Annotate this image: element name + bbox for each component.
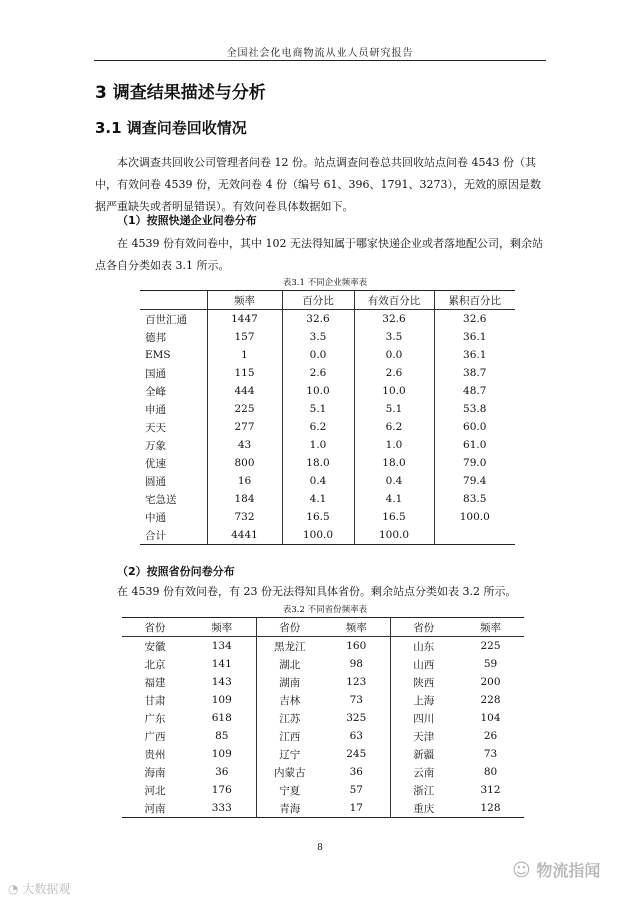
table1-company-cell: 德邦 bbox=[140, 328, 207, 346]
table1-row bbox=[140, 346, 515, 364]
table2-frequency-cell: 325 bbox=[346, 712, 367, 724]
table1-row bbox=[140, 418, 515, 436]
table1-company-cell: 圆通 bbox=[140, 472, 207, 490]
table2-row bbox=[122, 637, 524, 656]
table1-value-cell: 100.0 bbox=[354, 526, 434, 545]
table2-province-cell: 甘肃 bbox=[144, 694, 166, 707]
table1-row bbox=[140, 526, 515, 545]
table2-row bbox=[122, 709, 524, 727]
table1-value-cell: 18.0 bbox=[354, 454, 434, 472]
table1-value-cell: 36.1 bbox=[434, 328, 515, 346]
table1-value-cell: 115 bbox=[207, 364, 282, 382]
table2-province-cell: 新疆 bbox=[390, 745, 457, 763]
table2-frequency-cell: 36 bbox=[349, 766, 363, 778]
table2-province-cell: 天津 bbox=[390, 727, 457, 745]
table2-header-cell: 频率 bbox=[457, 618, 524, 637]
table2-frequency-cell: 618 bbox=[211, 712, 232, 724]
table1-value-cell: 2.6 bbox=[282, 364, 354, 382]
table1-value-cell: 1447 bbox=[207, 310, 282, 329]
table2-province-cell: 安徽 bbox=[144, 640, 166, 653]
table2-frequency-cell: 73 bbox=[483, 748, 498, 760]
table1-value-cell: 100.0 bbox=[282, 526, 354, 545]
table1-value-cell: 4.1 bbox=[354, 490, 434, 508]
table1-value-cell: 2.6 bbox=[354, 364, 434, 382]
table2-province-cell: 河南 bbox=[144, 802, 166, 815]
table2-frequency-cell: 57 bbox=[349, 784, 363, 796]
table2-row bbox=[122, 655, 524, 673]
table1-header-cell bbox=[140, 291, 207, 310]
table2-frequency-cell: 160 bbox=[346, 640, 367, 652]
watermark-left-text: 大数据观 bbox=[22, 882, 71, 896]
table1-value-cell: 1 bbox=[207, 346, 282, 364]
table1-header-cell: 频率 bbox=[207, 291, 282, 310]
sub2-paragraph: 在 4539 份有效问卷，有 23 份无法得知具体省份。剩余站点分类如表 3.2 所示。 bbox=[117, 585, 517, 598]
table1-value-cell: 79.4 bbox=[434, 472, 515, 490]
table1-value-cell: 16.5 bbox=[354, 508, 434, 526]
table2-frequency-cell: 85 bbox=[215, 730, 229, 742]
table2-province-cell: 福建 bbox=[144, 676, 166, 689]
table2-province-cell: 江苏 bbox=[256, 709, 323, 727]
table1-company-cell: 合计 bbox=[140, 526, 207, 545]
table1-header-cell: 百分比 bbox=[282, 291, 354, 310]
table1-company-cell: 国通 bbox=[140, 364, 207, 382]
section-title: 3 调查结果描述与分析 bbox=[95, 83, 266, 103]
table2-frequency-cell: 59 bbox=[483, 658, 498, 670]
table2-province-cell: 浙江 bbox=[390, 781, 457, 799]
table-company-frequency bbox=[140, 290, 515, 545]
table1-value-cell: 732 bbox=[207, 508, 282, 526]
table2-frequency-cell: 73 bbox=[349, 694, 363, 706]
subsection-title: 3.1 调查问卷回收情况 bbox=[95, 119, 247, 137]
table1-value-cell: 184 bbox=[207, 490, 282, 508]
table1-value-cell: 32.6 bbox=[354, 310, 434, 329]
table2-frequency-cell: 104 bbox=[480, 712, 501, 724]
table2-province-cell: 湖北 bbox=[256, 655, 323, 673]
sub1-title: （1）按照快递企业问卷分布 bbox=[117, 214, 257, 227]
table1-header-cell: 累积百分比 bbox=[434, 291, 515, 310]
table2-province-cell: 贵州 bbox=[144, 748, 166, 761]
table1-value-cell: 3.5 bbox=[354, 328, 434, 346]
table2-row bbox=[122, 799, 524, 818]
table1-value-cell: 16.5 bbox=[282, 508, 354, 526]
table1-value-cell: 6.2 bbox=[354, 418, 434, 436]
table2-province-cell: 青海 bbox=[256, 799, 323, 818]
table2-header-cell: 省份 bbox=[390, 618, 457, 637]
table2-frequency-cell: 225 bbox=[480, 640, 501, 652]
table1-company-cell: 百世汇通 bbox=[140, 310, 207, 329]
table1-value-cell: 61.0 bbox=[434, 436, 515, 454]
table2-province-cell: 上海 bbox=[390, 691, 457, 709]
page-number: 8 bbox=[317, 843, 323, 853]
table2-frequency-cell: 17 bbox=[349, 802, 363, 814]
watermark-right bbox=[512, 858, 600, 881]
table2-frequency-cell: 80 bbox=[483, 766, 498, 778]
table1-row bbox=[140, 364, 515, 382]
table2-row bbox=[122, 745, 524, 763]
table1-company-cell: EMS bbox=[140, 346, 207, 364]
table2-province-cell: 海南 bbox=[144, 766, 166, 779]
table2-frequency-cell: 134 bbox=[211, 640, 232, 652]
table1-value-cell: 0.0 bbox=[354, 346, 434, 364]
table2-frequency-cell: 312 bbox=[480, 784, 501, 796]
table2-frequency-cell: 109 bbox=[211, 694, 232, 706]
table1-header-row bbox=[140, 291, 515, 310]
table1-value-cell: 3.5 bbox=[282, 328, 354, 346]
table2-province-cell: 陕西 bbox=[390, 673, 457, 691]
table1-value-cell: 0.0 bbox=[282, 346, 354, 364]
table1-value-cell: 10.0 bbox=[354, 382, 434, 400]
table1-value-cell: 36.1 bbox=[434, 346, 515, 364]
table2-frequency-cell: 26 bbox=[483, 730, 498, 742]
table2-province-cell: 吉林 bbox=[256, 691, 323, 709]
intro-paragraph: 本次调查共回收公司管理者问卷 12 份。站点调查问卷总共回收站点问卷 4543 份（其中，有效问卷 4539 份，无效问卷 4 份（编号 61、396、1791、3273），无效的原因是数据严重缺失或者明显错误）。有效问卷具体数据如下。 bbox=[95, 156, 541, 213]
table1-value-cell: 5.1 bbox=[282, 400, 354, 418]
table1-value-cell: 100.0 bbox=[434, 508, 515, 526]
table2-frequency-cell: 143 bbox=[211, 676, 232, 688]
table1-value-cell: 0.4 bbox=[282, 472, 354, 490]
table2-caption: 表3.2 不同省份频率表 bbox=[282, 605, 368, 615]
table2-province-cell: 山东 bbox=[390, 637, 457, 656]
table2-row bbox=[122, 781, 524, 799]
table2-row bbox=[122, 691, 524, 709]
table2-header-cell: 省份 bbox=[256, 618, 323, 637]
table2-frequency-cell: 36 bbox=[215, 766, 229, 778]
table2-frequency-cell: 128 bbox=[480, 802, 501, 814]
weibo-icon: ◔ bbox=[8, 882, 19, 896]
table2-province-cell: 北京 bbox=[144, 658, 166, 671]
table2-frequency-cell: 245 bbox=[346, 748, 367, 760]
table1-value-cell: 38.7 bbox=[434, 364, 515, 382]
sub2-title: （2）按照省份问卷分布 bbox=[117, 565, 235, 578]
table1-value-cell: 277 bbox=[207, 418, 282, 436]
table1-row bbox=[140, 472, 515, 490]
table1-value-cell: 43 bbox=[207, 436, 282, 454]
table1-value-cell: 4441 bbox=[207, 526, 282, 545]
table1-company-cell: 优速 bbox=[140, 454, 207, 472]
table2-province-cell: 湖南 bbox=[256, 673, 323, 691]
table2-frequency-cell: 98 bbox=[349, 658, 363, 670]
table2-province-cell: 重庆 bbox=[390, 799, 457, 818]
table1-row bbox=[140, 436, 515, 454]
table2-province-cell: 云南 bbox=[390, 763, 457, 781]
table2-province-cell: 山西 bbox=[390, 655, 457, 673]
table1-company-cell: 天天 bbox=[140, 418, 207, 436]
table1-row bbox=[140, 454, 515, 472]
table1-value-cell: 48.7 bbox=[434, 382, 515, 400]
table1-value-cell: 5.1 bbox=[354, 400, 434, 418]
table1-company-cell: 中通 bbox=[140, 508, 207, 526]
table1-company-cell: 申通 bbox=[140, 400, 207, 418]
table1-row bbox=[140, 490, 515, 508]
table2-header-cell: 频率 bbox=[188, 618, 256, 637]
table2-province-cell: 黑龙江 bbox=[256, 637, 323, 656]
table1-value-cell: 157 bbox=[207, 328, 282, 346]
running-header: 全国社会化电商物流从业人员研究报告 bbox=[226, 48, 414, 59]
table1-header-cell: 有效百分比 bbox=[354, 291, 434, 310]
table1-row bbox=[140, 328, 515, 346]
table2-province-cell: 广西 bbox=[144, 730, 166, 743]
table2-province-cell: 河北 bbox=[144, 784, 166, 797]
table2-frequency-cell: 109 bbox=[211, 748, 232, 760]
table1-row bbox=[140, 400, 515, 418]
table1-company-cell: 宅急送 bbox=[140, 490, 207, 508]
table2-province-cell: 江西 bbox=[256, 727, 323, 745]
table1-value-cell bbox=[434, 526, 515, 545]
table1-value-cell: 800 bbox=[207, 454, 282, 472]
table2-province-cell: 广东 bbox=[144, 712, 166, 725]
table1-value-cell: 4.1 bbox=[282, 490, 354, 508]
table1-value-cell: 83.5 bbox=[434, 490, 515, 508]
table1-value-cell: 60.0 bbox=[434, 418, 515, 436]
table2-header-row bbox=[122, 618, 524, 637]
table2-frequency-cell: 176 bbox=[211, 784, 232, 796]
table1-value-cell: 444 bbox=[207, 382, 282, 400]
table2-frequency-cell: 63 bbox=[349, 730, 363, 742]
table1-row bbox=[140, 310, 515, 329]
table2-frequency-cell: 228 bbox=[480, 694, 501, 706]
table1-row bbox=[140, 508, 515, 526]
table2-province-cell: 四川 bbox=[390, 709, 457, 727]
table1-value-cell: 18.0 bbox=[282, 454, 354, 472]
table1-value-cell: 79.0 bbox=[434, 454, 515, 472]
table2-province-cell: 辽宁 bbox=[256, 745, 323, 763]
table2-frequency-cell: 141 bbox=[211, 658, 232, 670]
table2-row bbox=[122, 673, 524, 691]
table1-value-cell: 0.4 bbox=[354, 472, 434, 490]
table1-value-cell: 225 bbox=[207, 400, 282, 418]
table2-header-cell: 省份 bbox=[122, 618, 188, 637]
table1-value-cell: 32.6 bbox=[282, 310, 354, 329]
table-province-frequency bbox=[122, 617, 524, 818]
table1-row bbox=[140, 382, 515, 400]
table2-header-cell: 频率 bbox=[323, 618, 390, 637]
table2-row bbox=[122, 763, 524, 781]
watermark-right-text: 物流指闻 bbox=[536, 861, 601, 880]
table1-value-cell: 16 bbox=[207, 472, 282, 490]
table1-value-cell: 6.2 bbox=[282, 418, 354, 436]
watermark-left bbox=[8, 880, 70, 897]
table1-company-cell: 全峰 bbox=[140, 382, 207, 400]
table1-value-cell: 10.0 bbox=[282, 382, 354, 400]
sub1-paragraph: 在 4539 份有效问卷中，其中 102 无法得知属于哪家快递企业或者落地配公司，剩余站点各自分类如表 3.1 所示。 bbox=[95, 237, 543, 272]
wechat-icon: ☺ bbox=[512, 860, 531, 881]
table2-frequency-cell: 333 bbox=[211, 802, 232, 814]
table1-value-cell: 32.6 bbox=[434, 310, 515, 329]
header-rule bbox=[94, 60, 546, 61]
table1-value-cell: 1.0 bbox=[354, 436, 434, 454]
table1-company-cell: 万象 bbox=[140, 436, 207, 454]
table2-row bbox=[122, 727, 524, 745]
table1-value-cell: 53.8 bbox=[434, 400, 515, 418]
table2-frequency-cell: 200 bbox=[480, 676, 501, 688]
table2-province-cell: 宁夏 bbox=[256, 781, 323, 799]
table1-caption: 表3.1 不同企业频率表 bbox=[282, 278, 368, 288]
table1-value-cell: 1.0 bbox=[282, 436, 354, 454]
table2-frequency-cell: 123 bbox=[346, 676, 367, 688]
table2-province-cell: 内蒙古 bbox=[256, 763, 323, 781]
